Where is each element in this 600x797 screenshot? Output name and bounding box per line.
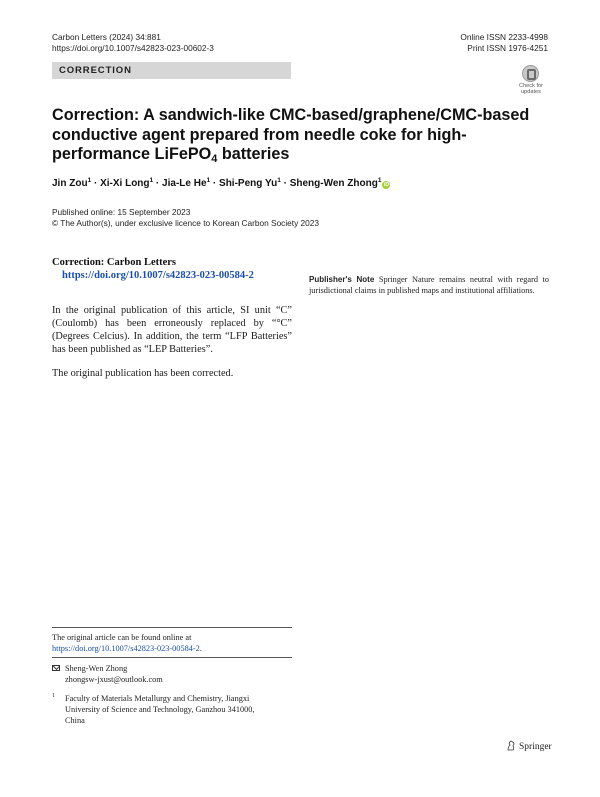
publisher-logo xyxy=(506,740,552,752)
orcid-icon[interactable]: iD xyxy=(383,182,389,188)
body-paragraph-1: In the original publication of this article, SI unit “C” (Coulomb) has been erroneously replaced by “°C” (Degrees Celcius). In addition, the term “LFP Batteries” has been published as “LEP Batteries”. xyxy=(52,305,292,355)
corresponding-author xyxy=(52,663,163,685)
author-affiliation-mark: 1 xyxy=(377,177,382,184)
check-for-updates-icon xyxy=(522,65,539,82)
author-name[interactable]: Jin Zou xyxy=(52,178,88,189)
journal-citation: Carbon Letters (2024) 34:881 xyxy=(52,32,161,42)
check-badge-line1: Check for xyxy=(519,83,543,89)
author-affiliation-mark: 1 xyxy=(277,177,281,184)
published-date: Published online: 15 September 2023 xyxy=(52,207,191,217)
original-article-prefix: The original article can be found online at xyxy=(52,633,192,642)
affiliation-text: Faculty of Materials Metallurgy and Chemistry, Jiangxi University of Science and Technology, Ganzhou 341000, China xyxy=(65,694,255,725)
publishers-note-label: Publisher's Note xyxy=(309,275,375,284)
section-label-bar xyxy=(52,62,291,79)
author-affiliation-mark: 1 xyxy=(149,177,154,184)
author-list: Jin Zou$^1$ · Xi-Xi Long$^1$ · Jia-Le $He^1$ · Shi-Peng $Yu^1$ · Sheng-Wen Zhong$^1$iD xyxy=(52,177,389,189)
title-subscript: 4 xyxy=(211,153,218,165)
body-paragraph-2: The original publication has been corrected. xyxy=(52,368,234,379)
publishers-note-text: Springer Nature remains neutral with regard to jurisdictional claims in published maps and institutional affiliations. xyxy=(309,275,550,295)
footnote-divider xyxy=(52,657,292,658)
contact-name: Sheng-Wen Zhong xyxy=(65,664,128,673)
issn-block xyxy=(460,32,548,54)
publisher-name: Springer xyxy=(519,742,552,752)
journal-meta xyxy=(52,32,214,54)
original-article-note xyxy=(52,632,297,654)
envelope-icon xyxy=(52,665,60,671)
article-doi[interactable]: https://doi.org/10.1007/s42823-023-00602-3 xyxy=(52,43,214,53)
author-name[interactable]: Sheng-Wen Zhong xyxy=(289,178,378,189)
author-affiliation-mark: 1 xyxy=(87,177,92,184)
author-affiliation-mark: 1 xyxy=(206,177,211,184)
footnote-divider xyxy=(52,627,292,628)
title-main: Correction: A sandwich-like CMC-based/graphene/CMC-based conductive agent prepared from needle coke for high-performance LiFePO xyxy=(52,106,530,163)
affiliation xyxy=(52,693,275,726)
publishers-note xyxy=(309,274,549,296)
print-issn: Print ISSN 1976-4251 xyxy=(467,43,548,53)
author-name[interactable]: Jia-Le He xyxy=(162,178,207,189)
affiliation-number: 1 xyxy=(52,693,55,699)
author-name[interactable]: Xi-Xi Long xyxy=(100,178,150,189)
springer-horse-icon xyxy=(506,740,516,751)
section-label: CORRECTION xyxy=(59,65,132,76)
author-name[interactable]: Shi-Peng Yu xyxy=(219,178,278,189)
correction-reference xyxy=(52,256,254,282)
copyright-line: © The Author(s), under exclusive licence to Korean Carbon Society 2023 xyxy=(52,218,319,228)
check-badge-line2: updates xyxy=(521,89,541,96)
check-for-updates-badge[interactable] xyxy=(514,65,548,97)
correction-label: Correction: Carbon Letters xyxy=(52,257,177,268)
publication-info xyxy=(52,207,319,229)
original-article-link[interactable]: https://doi.org/10.1007/s42823-023-00584-2 xyxy=(52,644,200,653)
article-title xyxy=(52,106,552,165)
title-tail: batteries xyxy=(217,145,290,163)
contact-email[interactable]: zhongsw-jxust@outlook.com xyxy=(65,675,163,684)
online-issn: Online ISSN 2233-4998 xyxy=(460,32,548,42)
correction-doi-link[interactable]: https://doi.org/10.1007/s42823-023-00584-2 xyxy=(62,270,254,281)
original-article-suffix: . xyxy=(199,644,202,653)
